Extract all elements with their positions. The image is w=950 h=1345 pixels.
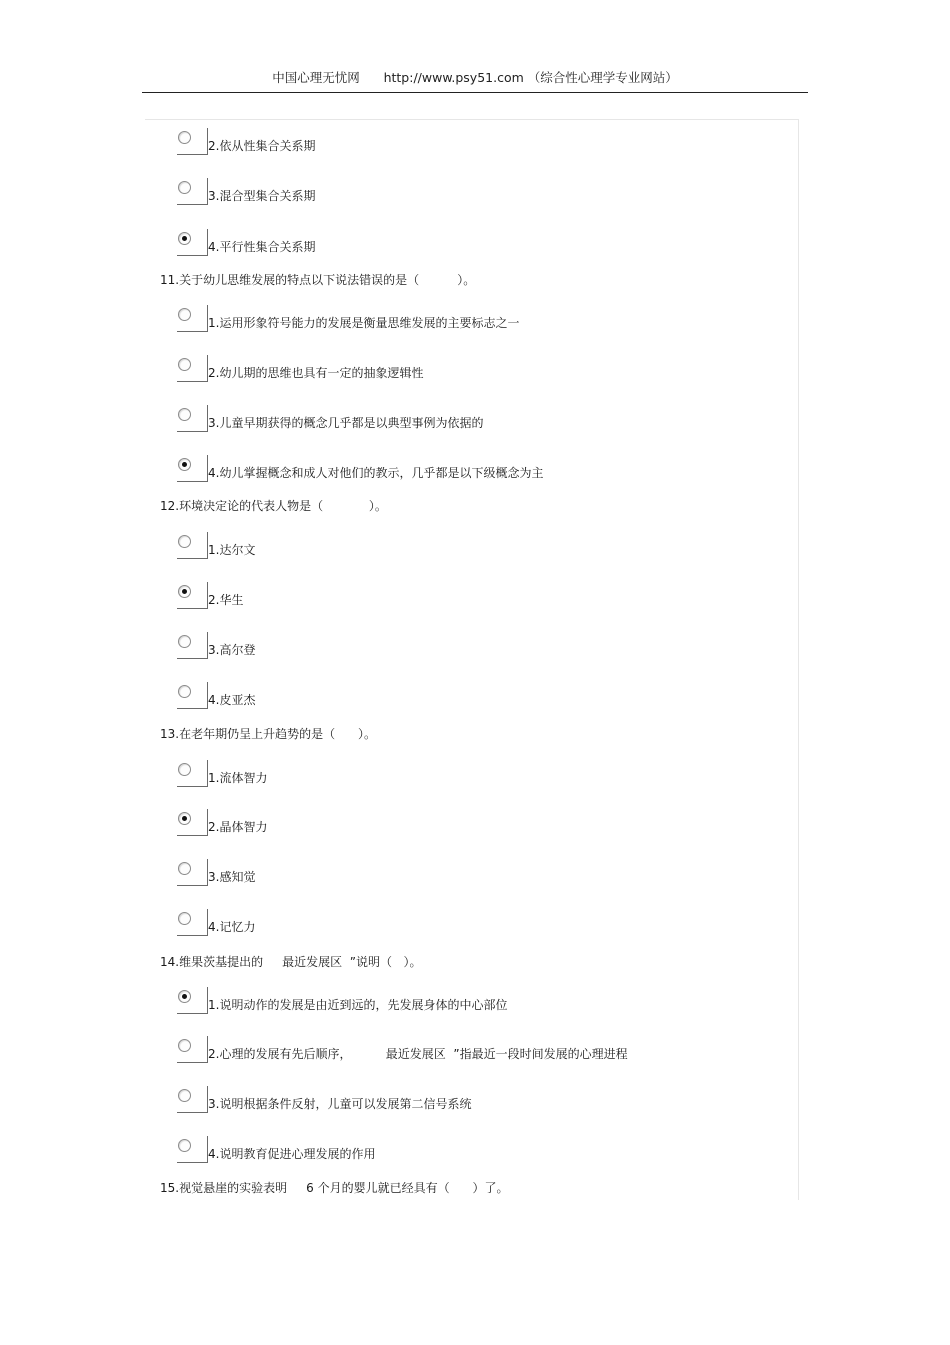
option-q10-3[interactable] bbox=[177, 178, 316, 204]
option-label: 1.说明动作的发展是由近到远的，先发展身体的中心部位 bbox=[208, 998, 508, 1012]
option-label: 4.平行性集合关系期 bbox=[208, 240, 316, 254]
radio-button[interactable] bbox=[178, 408, 191, 421]
radio-button-selected[interactable] bbox=[178, 458, 191, 471]
option-label: 2.依从性集合关系期 bbox=[208, 139, 316, 153]
radio-button[interactable] bbox=[178, 912, 191, 925]
option-q11-4[interactable] bbox=[177, 455, 544, 481]
header-text: 中国心理无忧网 http://www.psy51.com （综合性心理学专业网站） bbox=[272, 70, 678, 85]
option-label: 1.运用形象符号能力的发展是衡量思维发展的主要标志之一 bbox=[208, 316, 520, 330]
radio-button-selected[interactable] bbox=[178, 990, 191, 1003]
option-label: 3.高尔登 bbox=[208, 643, 256, 657]
radio-button[interactable] bbox=[178, 535, 191, 548]
option-label: 1.达尔文 bbox=[208, 543, 256, 557]
question-12: 12.环境决定论的代表人物是（ ）。 bbox=[160, 499, 387, 513]
option-label: 3.说明根据条件反射，儿童可以发展第二信号系统 bbox=[208, 1097, 472, 1111]
option-q13-4[interactable] bbox=[177, 909, 256, 935]
question-11: 11.关于幼儿思维发展的特点以下说法错误的是（ ）。 bbox=[160, 273, 476, 287]
radio-button[interactable] bbox=[178, 862, 191, 875]
radio-button[interactable] bbox=[178, 1139, 191, 1152]
option-label: 4.记忆力 bbox=[208, 920, 256, 934]
option-q14-2[interactable] bbox=[177, 1036, 628, 1062]
option-q12-2[interactable] bbox=[177, 582, 244, 608]
radio-button-selected[interactable] bbox=[178, 232, 191, 245]
radio-button[interactable] bbox=[178, 308, 191, 321]
option-label: 3.儿童早期获得的概念几乎都是以典型事例为依据的 bbox=[208, 416, 484, 430]
question-13: 13.在老年期仍呈上升趋势的是（ ）。 bbox=[160, 727, 376, 741]
radio-button[interactable] bbox=[178, 131, 191, 144]
option-label: 2.晶体智力 bbox=[208, 820, 268, 834]
option-label: 4.说明教育促进心理发展的作用 bbox=[208, 1147, 376, 1161]
radio-button-selected[interactable] bbox=[178, 585, 191, 598]
option-q12-3[interactable] bbox=[177, 632, 256, 658]
option-q14-1[interactable] bbox=[177, 987, 508, 1013]
option-label: 2.幼儿期的思维也具有一定的抽象逻辑性 bbox=[208, 366, 424, 380]
radio-button[interactable] bbox=[178, 358, 191, 371]
option-q13-1[interactable] bbox=[177, 760, 268, 786]
page-header bbox=[142, 58, 808, 93]
radio-button[interactable] bbox=[178, 635, 191, 648]
radio-button[interactable] bbox=[178, 181, 191, 194]
option-q11-1[interactable] bbox=[177, 305, 520, 331]
radio-button[interactable] bbox=[178, 763, 191, 776]
option-q12-1[interactable] bbox=[177, 532, 256, 558]
option-label: 2.华生 bbox=[208, 593, 244, 607]
option-label: 1.流体智力 bbox=[208, 771, 268, 785]
radio-button[interactable] bbox=[178, 1039, 191, 1052]
radio-button[interactable] bbox=[178, 1089, 191, 1102]
option-q11-2[interactable] bbox=[177, 355, 424, 381]
option-q13-2[interactable] bbox=[177, 809, 268, 835]
option-label: 3.混合型集合关系期 bbox=[208, 189, 316, 203]
question-15: 15.视觉悬崖的实验表明 6 个月的婴儿就已经具有（ ）了。 bbox=[160, 1181, 509, 1195]
option-label: 2.心理的发展有先后顺序， 最近发展区 ”指最近一段时间发展的心理进程 bbox=[208, 1047, 628, 1061]
option-label: 4.幼儿掌握概念和成人对他们的教示，几乎都是以下级概念为主 bbox=[208, 466, 544, 480]
option-label: 4.皮亚杰 bbox=[208, 693, 256, 707]
option-q10-4[interactable] bbox=[177, 229, 316, 255]
option-q12-4[interactable] bbox=[177, 682, 256, 708]
question-14: 14.维果茨基提出的 最近发展区 ”说明（ ）。 bbox=[160, 955, 422, 969]
option-q13-3[interactable] bbox=[177, 859, 256, 885]
radio-button-selected[interactable] bbox=[178, 812, 191, 825]
option-q14-3[interactable] bbox=[177, 1086, 472, 1112]
option-q14-4[interactable] bbox=[177, 1136, 376, 1162]
option-q11-3[interactable] bbox=[177, 405, 484, 431]
option-q10-2[interactable] bbox=[177, 128, 316, 154]
option-label: 3.感知觉 bbox=[208, 870, 256, 884]
radio-button[interactable] bbox=[178, 685, 191, 698]
